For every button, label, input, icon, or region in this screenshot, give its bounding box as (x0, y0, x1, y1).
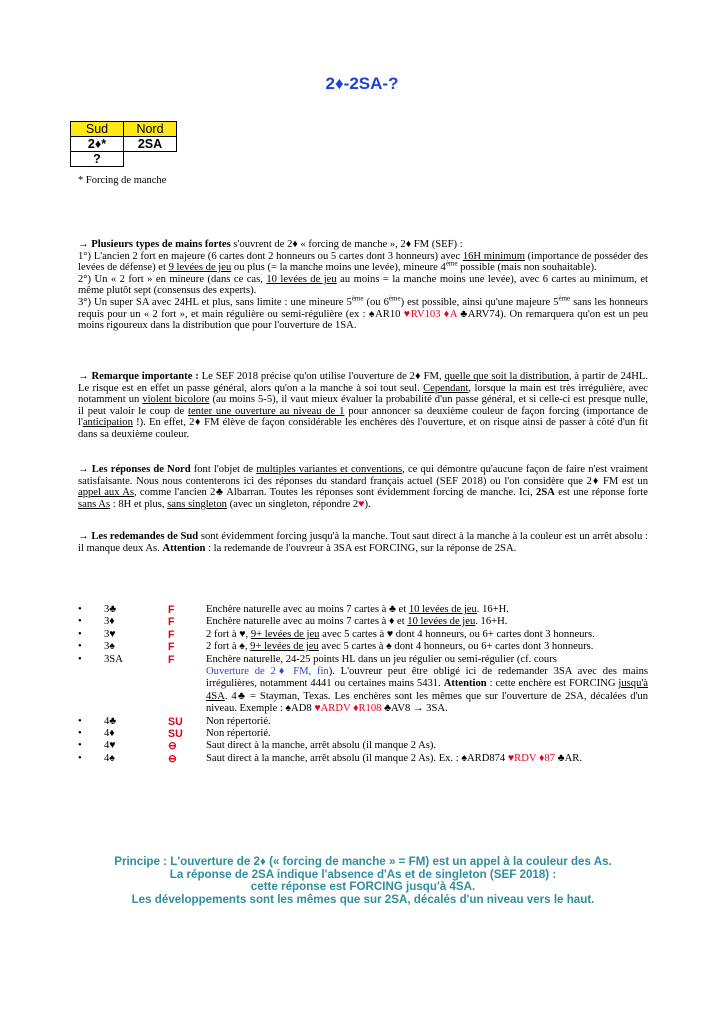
text: 2 fort à ♠, (206, 641, 251, 653)
remark-bold: Remarque importante : (91, 371, 199, 382)
bid-text: Saut direct à la manche, arrêt absolu (il manque 2 As). (206, 740, 437, 752)
superscript: ème (388, 294, 401, 303)
bullet: • (78, 740, 82, 752)
text: (au moins 5-5), il vaut mieux évaluer la probabilité d'un passe général, et si celle-ci est presque nulle, il peut valoir le coup de (78, 394, 648, 417)
bid-code: F (168, 628, 175, 641)
header-nord: Nord (124, 122, 177, 137)
bid-3sa-continuation (78, 666, 648, 716)
red-hand: ♥ARDV ♦R108 (314, 703, 382, 715)
list-item (78, 629, 648, 641)
bid-code: ⊖ (168, 752, 177, 765)
footnote: * Forcing de manche (78, 175, 167, 186)
text: ou plus (= la manche moins une levée), mineure 4 (231, 262, 446, 274)
principle-line: cette réponse est FORCING jusqu'à 4SA. (250, 880, 476, 894)
text-underline: multiples variantes et conventions (256, 464, 403, 475)
bullet: • (78, 752, 82, 764)
cell-sud-2: ? (71, 152, 124, 167)
bid-code: F (168, 641, 175, 654)
bid-text (206, 641, 648, 653)
text-underline: 9 levées de jeu (168, 262, 232, 274)
bid: 4♦ (104, 728, 115, 740)
bid-code: ⊖ (168, 740, 177, 753)
bid-code: F (168, 616, 175, 629)
arrow: → (78, 531, 92, 542)
list-item (78, 740, 648, 752)
course-link[interactable]: Ouverture de 2♦ FM, fin (206, 666, 329, 678)
text: ). (364, 498, 371, 510)
list-item-3sa (78, 654, 648, 666)
text: (avec un singleton, répondre 2 (226, 498, 359, 510)
bid-text: Non répertorié. (206, 728, 271, 740)
red-hand: ♥RV103 ♦A (403, 308, 457, 320)
north-section (78, 464, 648, 510)
text-underline: Cependant (423, 382, 469, 394)
bullet: • (78, 641, 82, 653)
cell-nord-2 (124, 152, 177, 167)
text: ♣AV8 → 3SA. (381, 703, 448, 715)
text: Enchère naturelle avec au moins 7 cartes à ♦ et (206, 616, 408, 628)
list-item (78, 753, 648, 765)
text: 1°) L'ancien 2 fort en majeure (6 cartes dont 2 honneurs ou 5 cartes dont 3 honneurs) avec (78, 250, 463, 262)
north-bold: Les réponses de Nord (91, 464, 191, 475)
text: Le SEF 2018 précise qu'on utilise l'ouverture de 2♦ FM, (198, 371, 445, 382)
text: : 8H et plus, (110, 498, 168, 510)
text-bold: Attention (162, 542, 206, 554)
list-item (78, 641, 648, 653)
text-underline: 9+ levées de jeu (250, 628, 320, 640)
bid: 3♥ (104, 628, 116, 640)
text-underline: sans As (78, 498, 111, 510)
text-underline: 10 levées de jeu (407, 616, 476, 628)
bid-code: F (168, 604, 175, 616)
bid-code: SU (168, 728, 183, 741)
red-suit: ♥ (358, 498, 365, 510)
bidding-table (70, 121, 177, 167)
text-underline: jusqu'à 4SA (206, 678, 648, 702)
bid: 4♥ (104, 740, 116, 752)
bullet: • (78, 604, 82, 615)
bullet: • (78, 728, 82, 740)
text: : cette enchère est FORCING (486, 678, 619, 690)
principle-box (78, 856, 648, 906)
bullet: • (78, 628, 82, 640)
arrow: → (78, 371, 92, 382)
bid-text: Non répertorié. (206, 715, 271, 727)
intro-section (78, 239, 648, 332)
bullet: • (78, 653, 82, 665)
list-item (78, 616, 648, 628)
text-underline: quelle que soit la distribution (444, 371, 569, 382)
superscript: ème (445, 259, 458, 268)
superscript: ème (351, 294, 364, 303)
intro-p1 (78, 251, 648, 274)
arrow: → (78, 239, 92, 250)
text: , ce qui démontre qu'aucune façon de faire n'est vraiment satisfaisante. Nous nous contenterons ici des réponses du standard français actuel (SEF 2018) ou l'on considère que 2♦ FM est un (78, 464, 648, 487)
principle-line: Principe : L'ouverture de 2♦ (« forcing de manche » = FM) est un appel à la couleur des As. (114, 855, 612, 868)
text: au moins = la manche moins une levée), avec 6 cartes au minimum, et même plutôt sept (consensus des experts). (78, 273, 648, 297)
text-underline: appel aux As (78, 487, 134, 499)
text: ♣ARV74). On remarquera qu'on est un peu moins rigoureux dans la distribution que pour l'ouverture de 1SA. (78, 308, 648, 332)
page-title: 2♦-2SA-? (325, 74, 399, 93)
list-item (78, 728, 648, 740)
text-underline: 9+ levées de jeu (250, 641, 319, 653)
intro-lead (78, 239, 648, 251)
text: sont évidemment forcing jusqu'à la manche. Tout saut direct à la manche à la couleur est un arrêt absolu : il manque deux As. (78, 531, 648, 554)
text-underline: sans singleton (167, 498, 227, 510)
south-bold: Les redemandes de Sud (91, 531, 199, 542)
text-bold: Attention (443, 678, 487, 690)
bullet: • (78, 715, 82, 727)
text: . 4♣ = Stayman, Texas. Les enchères sont les mêmes que sur l'ouverture de 2SA, décalées d'un niveau. Exemple : ♠AD8 (206, 690, 648, 715)
intro-lead-bold: Plusieurs types de mains fortes (91, 239, 231, 250)
text: ♣AR. (555, 752, 582, 764)
bid-list (78, 604, 648, 765)
bullet: • (78, 616, 82, 628)
bid: 3♦ (104, 616, 115, 628)
text: font l'objet de (190, 464, 257, 475)
superscript: ème (558, 294, 571, 303)
text-bold: 2SA (536, 487, 555, 499)
text: ) est possible, ainsi qu'une majeure 5 (400, 296, 559, 308)
text: (ou 6 (363, 296, 389, 308)
text: , comme l'ancien 2♣ Albarran. Toutes les réponses sont évidemment forcing de manche. Ici, (133, 487, 537, 499)
text-underline: 10 levées de jeu (408, 604, 477, 615)
text: 2 fort à ♥, (206, 628, 251, 640)
text: 3°) Un super SA avec 24HL et plus, sans limite : une mineure 5 (78, 296, 352, 308)
text: 2°) Un « 2 fort » en mineure (dans ce cas, (78, 273, 267, 285)
text: pour annoncer sa deuxième couleur de façon forcing (importance de l' (78, 405, 648, 429)
bid-text (206, 753, 648, 765)
text: sans les honneurs requis pour un « 2 fort », et main régulière ou semi-régulière (ex : ♠AR10 (78, 296, 648, 320)
text-underline: anticipation (82, 417, 133, 429)
text: . 16+H. (475, 616, 508, 628)
bid-text: Enchère naturelle, 24-25 points HL dans un jeu régulier ou semi-régulier (cf. cours (206, 653, 557, 665)
intro-lead-rest: s'ouvrent de 2♦ « forcing de manche », 2♦ FM (SEF) : (230, 239, 463, 250)
bid: 4♠ (104, 752, 115, 764)
text-underline: 10 levées de jeu (266, 273, 337, 285)
text: . 16+H. (476, 604, 509, 615)
bid-text (206, 629, 648, 641)
text: , à partir de 24HL. Le risque est en effet un passe général, alors qu'on a la manche à soi tout seul. (78, 371, 649, 394)
text: avec 5 cartes à ♥ dont 4 honneurs, ou 6+ cartes dont 3 honneurs. (319, 628, 595, 640)
header-sud: Sud (71, 122, 124, 137)
cell-nord-1: 2SA (124, 137, 177, 152)
list-item (78, 604, 648, 616)
text: !). En effet, 2♦ FM élève de façon considérable les enchères dès l'ouverture, et on risque ainsi de passer à côté d'un fit dans sa deuxième couleur. (78, 417, 648, 440)
list-item (78, 716, 648, 728)
bid-code: F (168, 653, 175, 666)
text: Enchère naturelle avec au moins 7 cartes à ♣ et (206, 604, 409, 615)
text-underline: violent bicolore (142, 394, 210, 406)
text: est une réponse forte (554, 487, 648, 499)
text: Saut direct à la manche, arrêt absolu (il manque 2 As). Ex. : ♠ARD874 (206, 752, 508, 764)
bid-code: SU (168, 715, 183, 728)
text: possible (mais non souhaitable). (457, 262, 597, 274)
principle-line: Les développements sont les mêmes que sur 2SA, décalés d'un niveau vers le haut. (131, 892, 595, 906)
text: ). L'ouvreur peut être obligé ici de redemander 3SA avec des mains irrégulières, notamment 4441 ou certaines mains 5431. (206, 666, 648, 690)
principle-line: La réponse de 2SA indique l'absence d'As et de singleton (SEF 2018) : (169, 867, 557, 881)
red-hand: ♥RDV ♦87 (507, 752, 556, 764)
south-section (78, 531, 648, 554)
bid: 3♠ (104, 641, 115, 653)
text-underline: 16H minimum (462, 250, 525, 262)
text: : la redemande de l'ouvreur à 3SA est FORCING, sur la réponse de 2SA. (205, 542, 517, 554)
arrow: → (78, 464, 92, 475)
cell-sud-1: 2♦* (71, 137, 124, 152)
intro-p3 (78, 294, 648, 332)
remark-section (78, 371, 648, 441)
bid: 3SA (104, 653, 123, 665)
text-underline: tenter une ouverture au niveau de 1 (188, 405, 345, 417)
bid: 4♣ (104, 715, 117, 727)
text: (importance de posséder des levées de défense) et (78, 250, 648, 274)
text: , lorsque la main est très irrégulière, avec notamment un (78, 382, 648, 406)
bid-text (206, 616, 648, 628)
bid-text (206, 604, 648, 616)
text: avec 5 cartes à ♠ dont 4 honneurs, ou 6+ cartes dont 3 honneurs. (318, 641, 594, 653)
bid: 3♣ (104, 604, 117, 615)
